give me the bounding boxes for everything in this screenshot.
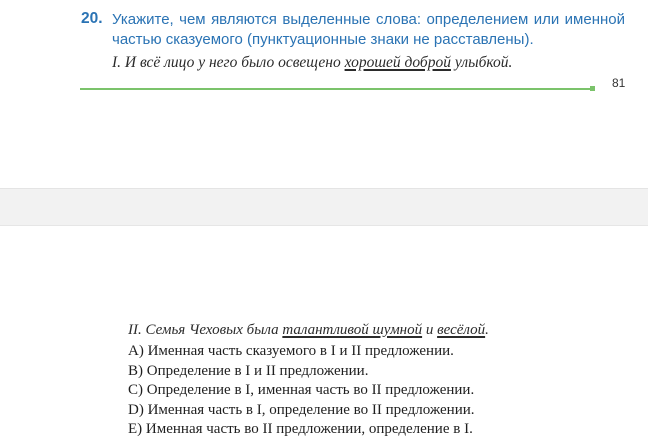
sentence-2-middle: и [422,322,438,338]
answer-option-c: C) Определение в I, именная часть во II предложении. [128,382,475,398]
question-line-1: Укажите, чем являются выделенные слова: определением или именной [112,11,625,28]
example-sentence-2 [128,322,489,339]
answer-option-e: E) Именная часть во II предложении, определение в I. [128,421,473,437]
question-line-2: частью сказуемого (пунктуационные знаки не расставлены). [112,31,534,48]
answer-option-b: B) Определение в I и II предложении. [128,362,369,379]
sentence-1-prefix: I. И всё лицо у него было освещено [112,54,345,71]
sentence-2-suffix: . [485,322,489,338]
sentence-1-highlight: хорошей доброй [344,54,451,71]
textbook-page-top [0,0,648,188]
textbook-page-bottom [0,226,648,447]
sentence-1-suffix: улыбкой. [450,54,513,71]
page-number: 81 [612,76,626,90]
green-divider-end [590,86,595,91]
answer-option-a: A) Именная часть сказуемого в I и II предложении. [128,343,454,359]
question-number: 20. [81,10,103,27]
page-separator [0,188,648,226]
sentence-2-highlight-1: талантливой шумной [282,322,423,338]
answer-options [128,342,475,440]
answer-option-d: D) Именная часть в I, определение во II предложении. [128,401,475,418]
sentence-2-highlight-2: весёлой [437,322,486,338]
example-sentence-1 [112,54,512,72]
question-text [112,10,625,50]
green-divider-line [80,88,592,90]
sentence-2-prefix: II. Семья Чеховых была [128,322,283,338]
